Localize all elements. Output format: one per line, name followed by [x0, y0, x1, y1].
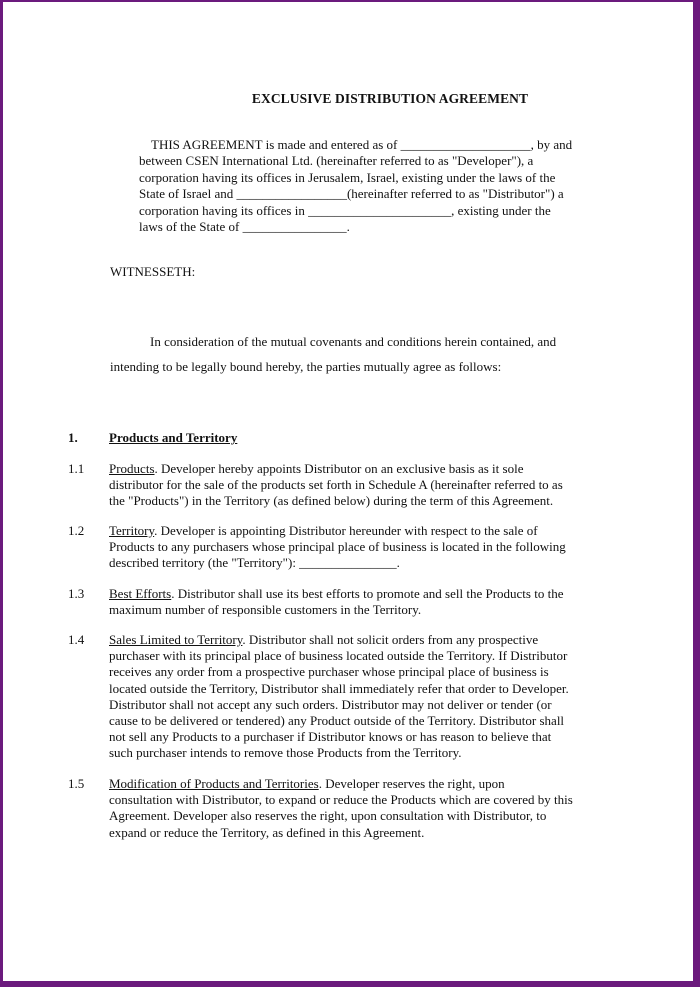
clause-heading: Modification of Products and Territories: [109, 776, 319, 791]
clause-number: 1.4: [68, 632, 85, 647]
clause-line: cause to be delivered or tendered) any Product outside of the Territory. Distributor shall: [109, 713, 565, 729]
clause-1-5: [109, 776, 609, 841]
clause-1-4: [109, 632, 609, 762]
consideration-line: In consideration of the mutual covenants and conditions herein contained, and: [150, 334, 557, 349]
clause-number: 1.2: [68, 523, 85, 538]
clause-line: maximum number of responsible customers in the Territory.: [109, 602, 422, 618]
clause-1-2: [109, 523, 609, 572]
consideration-paragraph: [110, 329, 610, 379]
clause-number: 1.5: [68, 776, 85, 791]
clause-heading: Territory: [109, 523, 155, 538]
clause-line: described territory (the "Territory"): _______________.: [109, 555, 400, 571]
clause-heading: Best Efforts: [109, 586, 172, 601]
document-title: EXCLUSIVE DISTRIBUTION AGREEMENT: [251, 91, 529, 106]
intro-line: laws of the State of ________________.: [139, 219, 350, 235]
intro-line: between CSEN International Ltd. (hereinafter referred to as "Developer"), a: [139, 153, 534, 169]
consideration-line: intending to be legally bound hereby, the parties mutually agree as follows:: [110, 359, 502, 374]
clause-line: distributor for the sale of the products set forth in Schedule A (hereinafter referred to as: [109, 477, 563, 493]
clause-line: Products. Developer hereby appoints Distributor on an exclusive basis as it sole: [109, 461, 524, 476]
clause-line: expand or reduce the Territory, as defined in this Agreement.: [109, 824, 425, 840]
clause-line: the "Products") in the Territory (as defined below) during the term of this Agreement.: [109, 493, 554, 509]
clause-line: Modification of Products and Territories. Developer reserves the right, upon: [109, 776, 505, 791]
section-title: Products and Territory: [109, 430, 238, 445]
witnesseth-heading: WITNESSETH:: [110, 264, 196, 279]
intro-line: State of Israel and _________________(hereinafter referred to as "Distributor") a: [139, 186, 564, 202]
clause-line: located outside the Territory, Distributor shall immediately refer that order to Developer.: [109, 680, 569, 696]
clause-line: Distributor shall not accept any such orders. Distributor may not deliver or tender (or: [109, 696, 552, 712]
clause-line: such purchaser intends to remove those Products from the Territory.: [109, 745, 462, 761]
clause-line: consultation with Distributor, to expand or reduce the Products which are covered by this: [109, 792, 573, 808]
intro-paragraph: [139, 137, 619, 235]
clause-line: Territory. Developer is appointing Distributor hereunder with respect to the sale of: [109, 523, 538, 538]
clause-line: Agreement. Developer also reserves the right, upon consultation with Distributor, to: [109, 808, 547, 824]
clause-line: receives any order from a prospective purchaser whose principal place of business is: [109, 664, 549, 680]
clause-line: Best Efforts. Distributor shall use its best efforts to promote and sell the Products to the: [109, 586, 564, 601]
clause-line: Sales Limited to Territory. Distributor shall not solicit orders from any prospective: [109, 632, 539, 647]
clause-line: Products to any purchasers whose principal place of business is located in the following: [109, 539, 566, 555]
clause-heading: Products: [109, 461, 155, 476]
clause-heading: Sales Limited to Territory: [109, 632, 243, 647]
section-number: 1.: [68, 430, 78, 445]
intro-line: corporation having its offices in Jerusalem, Israel, existing under the laws of the: [139, 169, 556, 185]
clause-1-1: [109, 461, 609, 510]
intro-line: THIS AGREEMENT is made and entered as of ____________________, by and: [151, 137, 573, 152]
document-page: [3, 2, 693, 981]
clause-number: 1.3: [68, 586, 85, 601]
clause-1-3: [109, 586, 609, 618]
clause-line: not sell any Products to a purchaser if Distributor knows or has reason to believe that: [109, 729, 552, 745]
clause-line: purchaser with its principal place of business located outside the Territory. If Distributor: [109, 648, 568, 664]
clause-number: 1.1: [68, 461, 85, 476]
intro-line: corporation having its offices in ______________________, existing under the: [139, 202, 551, 218]
